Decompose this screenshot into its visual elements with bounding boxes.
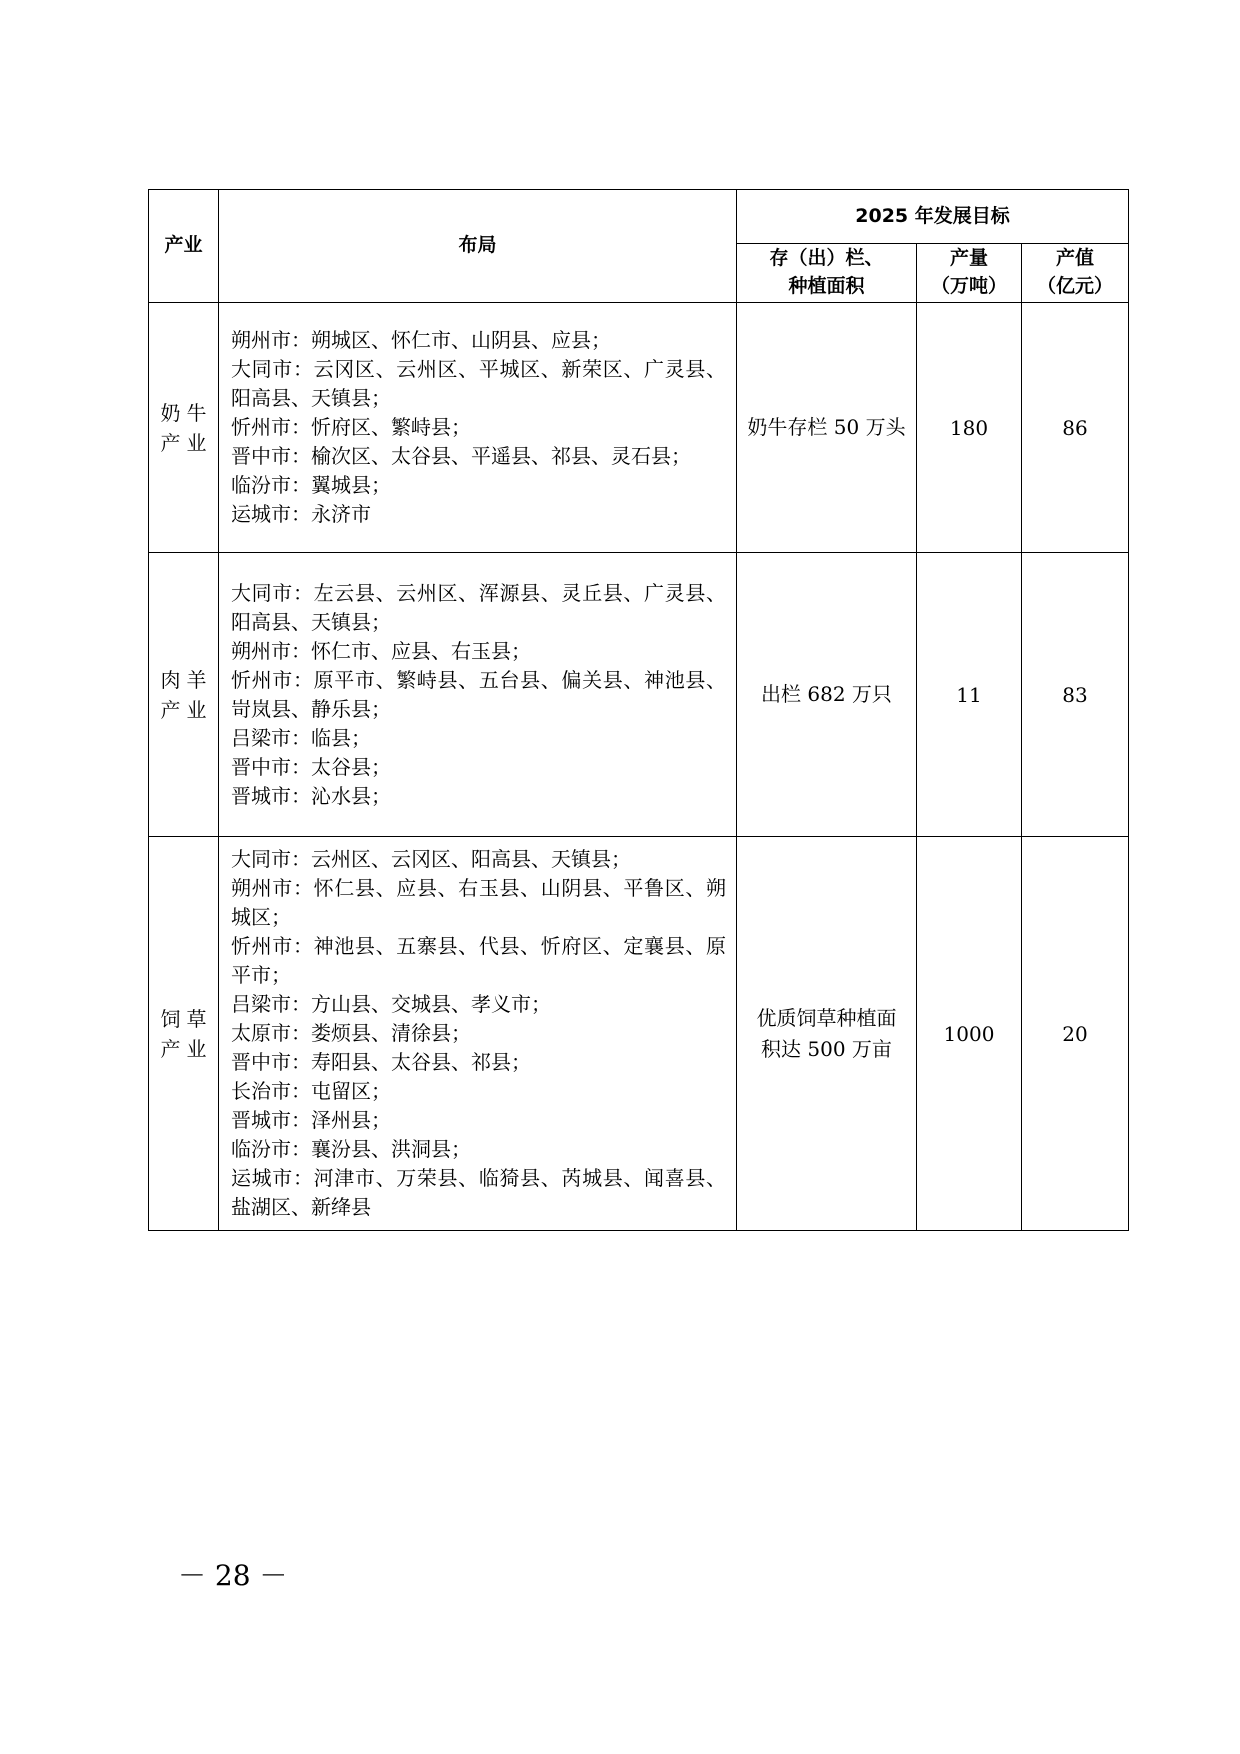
layout-line: 临汾市：襄汾县、洪洞县； [231, 1137, 471, 1161]
header-output-line1: 产量 [949, 247, 988, 270]
value-cell: 86 [1022, 303, 1129, 553]
header-value-line2: （亿元） [1037, 275, 1114, 297]
target-line2: 积达 500 万亩 [761, 1036, 892, 1061]
layout-cell [219, 837, 737, 1231]
industry-line2: 产业 [160, 697, 213, 722]
header-value-line1: 产值 [1056, 247, 1095, 270]
layout-line: 朔州市：朔城区、怀仁市、山阴县、应县； [231, 328, 611, 352]
layout-line: 大同市：左云县、云州区、浑源县、灵丘县、广灵县、阳高县、天镇县； [231, 580, 726, 634]
industry-layout-table [148, 189, 1129, 1231]
header-output [917, 244, 1022, 303]
header-value [1022, 244, 1129, 303]
table-row [149, 303, 1129, 553]
layout-line: 吕梁市：方山县、交城县、孝义市； [231, 992, 551, 1016]
layout-cell [219, 303, 737, 553]
header-layout: 布局 [219, 190, 737, 303]
industry-line1: 饲草 [160, 1006, 213, 1031]
table-row [149, 837, 1129, 1231]
header-goal-group: 2025 年发展目标 [737, 190, 1129, 244]
industry-line1: 肉羊 [160, 667, 213, 692]
layout-line: 忻州市：神池县、五寨县、代县、忻府区、定襄县、原平市； [231, 934, 726, 987]
industry-cell [149, 553, 219, 837]
layout-line: 临汾市：翼城县； [231, 473, 391, 497]
target-cell: 出栏 682 万只 [737, 553, 917, 837]
layout-cell [219, 553, 737, 837]
layout-line: 晋城市：泽州县； [231, 1108, 391, 1132]
layout-line: 朔州市：怀仁县、应县、右玉县、山阴县、平鲁区、朔城区； [231, 876, 726, 929]
header-industry: 产业 [149, 190, 219, 303]
layout-line: 忻州市：忻府区、繁峙县； [231, 415, 471, 439]
layout-line: 运城市：河津市、万荣县、临猗县、芮城县、闻喜县、盐湖区、新绛县 [231, 1166, 726, 1219]
target-cell: 奶牛存栏 50 万头 [737, 303, 917, 553]
layout-line: 运城市：永济市 [231, 502, 371, 526]
header-stock-line1: 存（出）栏、 [769, 247, 884, 270]
layout-line: 晋城市：沁水县； [231, 783, 391, 808]
industry-cell [149, 303, 219, 553]
target-cell [737, 837, 917, 1231]
value-cell: 83 [1022, 553, 1129, 837]
layout-line: 大同市：云冈区、云州区、平城区、新荣区、广灵县、阳高县、天镇县； [231, 357, 726, 410]
layout-line: 太原市：娄烦县、清徐县； [231, 1021, 471, 1045]
page-number: － 28 － [178, 1559, 288, 1592]
output-cell: 11 [917, 553, 1022, 837]
table-row [149, 553, 1129, 837]
header-stock-line2: 种植面积 [788, 275, 865, 297]
layout-line: 晋中市：寿阳县、太谷县、祁县； [231, 1050, 531, 1074]
layout-line: 长治市：屯留区； [231, 1079, 391, 1103]
layout-line: 晋中市：榆次区、太谷县、平遥县、祁县、灵石县； [231, 444, 691, 468]
layout-line: 晋中市：太谷县； [231, 754, 391, 779]
output-cell: 1000 [917, 837, 1022, 1231]
industry-cell [149, 837, 219, 1231]
industry-line2: 产业 [160, 430, 213, 455]
layout-line: 吕梁市：临县； [231, 725, 371, 750]
output-cell: 180 [917, 303, 1022, 553]
layout-line: 朔州市：怀仁市、应县、右玉县； [231, 638, 531, 663]
header-stock [737, 244, 917, 303]
industry-line2: 产业 [160, 1036, 213, 1061]
value-cell: 20 [1022, 837, 1129, 1231]
target-line1: 优质饲草种植面 [756, 1005, 897, 1030]
layout-line: 大同市：云州区、云冈区、阳高县、天镇县； [231, 847, 631, 871]
header-output-line2: （万吨） [930, 275, 1007, 297]
layout-line: 忻州市：原平市、繁峙县、五台县、偏关县、神池县、岢岚县、静乐县； [231, 667, 726, 721]
industry-line1: 奶牛 [160, 400, 213, 425]
